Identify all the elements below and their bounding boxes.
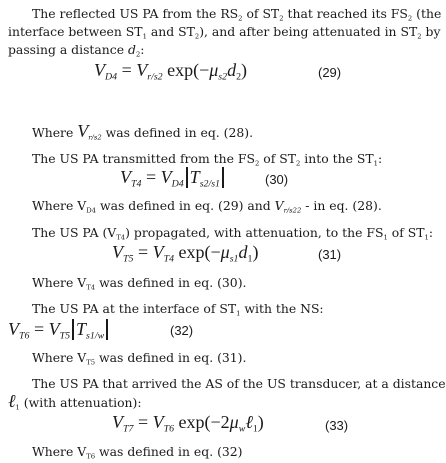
paragraph-where-30: Where $V_{D4}$ was defined in eq. (29) and $V_{r/s22}$ - in eq. (28). <box>32 198 382 215</box>
equation-33-number: (33) <box>325 418 349 433</box>
equation-31: $V_{T5} = V_{T4}$ $\exp(-\mu_{s1}d_1)$ <box>112 242 259 265</box>
paragraph-where-29: Where $V_{r/s2}$ was defined in eq. (28). <box>32 121 254 142</box>
paragraph-reflected-pa-line2: interface between $ST_1$ and $ST_2$), and after being attenuated in $ST_2$ by <box>8 24 441 41</box>
equation-29: $V_{D4} = V_{r/s2}$ $\exp(-\mu_{s2}d_2)$ <box>94 60 248 83</box>
paragraph-where-31: Where $V_{T4}$ was defined in eq. (30). <box>32 275 247 292</box>
paragraph-arrived-pa: The US PA that arrived the AS of the US transducer, at a distance <box>32 376 446 391</box>
paragraph-interface-pa: The US PA at the interface of $ST_1$ with the NS: <box>32 301 324 318</box>
paragraph-transmitted-pa: The US PA transmitted from the $FS_2$ of $ST_2$ into the $ST_1$: <box>32 151 383 168</box>
paragraph-arrived-pa-line2: ℓ$_1$ (with attenuation): <box>8 391 142 412</box>
paragraph-reflected-pa: The reflected US PA from the $RS_2$ of $ST_2$ that reached its $FS_2$ (the <box>32 6 442 23</box>
equation-31-number: (31) <box>318 247 342 262</box>
equation-32-number: (32) <box>170 323 194 338</box>
equation-30-number: (30) <box>265 172 289 187</box>
equation-33: $V_{T7} = V_{T6}$ $\exp(-2\mu_w\ell_1)$ <box>112 412 264 435</box>
paragraph-where-32: Where $V_{T5}$ was defined in eq. (31). <box>32 350 247 367</box>
equation-30: $V_{T4} = V_{D4}$ $T_{s2/s1}$ <box>120 167 226 188</box>
paragraph-propagated-pa: The US PA $(V_{T4})$ propagated, with attenuation, to the $FS_1$ of $ST_1$: <box>32 225 434 242</box>
paragraph-where-33: Where $V_{T6}$ was defined in eq. (32) <box>32 444 243 461</box>
equation-32: $V_{T6} = V_{T5}$ $T_{s1/w}$ <box>8 319 110 340</box>
paragraph-reflected-pa-line3: passing a distance $d_2$: <box>8 42 145 59</box>
equation-29-number: (29) <box>318 65 342 80</box>
